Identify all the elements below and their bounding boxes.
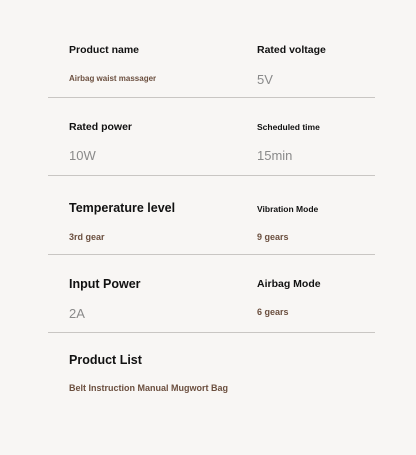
rated-voltage-value: 5V: [257, 72, 273, 87]
temperature-level-value: 3rd gear: [69, 232, 105, 242]
rated-power-label: Rated power: [69, 121, 133, 133]
divider: [48, 332, 375, 333]
divider: [48, 254, 375, 255]
airbag-mode-value: 6 gears: [257, 307, 289, 317]
input-power-label: Input Power: [69, 277, 141, 291]
vibration-mode-label: Vibration Mode: [257, 204, 319, 214]
product-name-value: Airbag waist massager: [69, 74, 157, 83]
rated-power-value: 10W: [69, 148, 96, 163]
airbag-mode-label: Airbag Mode: [257, 278, 321, 290]
product-list-label: Product List: [69, 353, 142, 367]
rated-voltage-label: Rated voltage: [257, 44, 326, 56]
product-list-value: Belt Instruction Manual Mugwort Bag: [69, 383, 228, 393]
scheduled-time-label: Scheduled time: [257, 122, 320, 132]
input-power-value: 2A: [69, 306, 85, 321]
divider: [48, 97, 375, 98]
temperature-level-label: Temperature level: [69, 201, 176, 215]
vibration-mode-value: 9 gears: [257, 232, 289, 242]
scheduled-time-value: 15min: [257, 148, 293, 163]
divider: [48, 175, 375, 176]
product-name-label: Product name: [69, 44, 140, 56]
